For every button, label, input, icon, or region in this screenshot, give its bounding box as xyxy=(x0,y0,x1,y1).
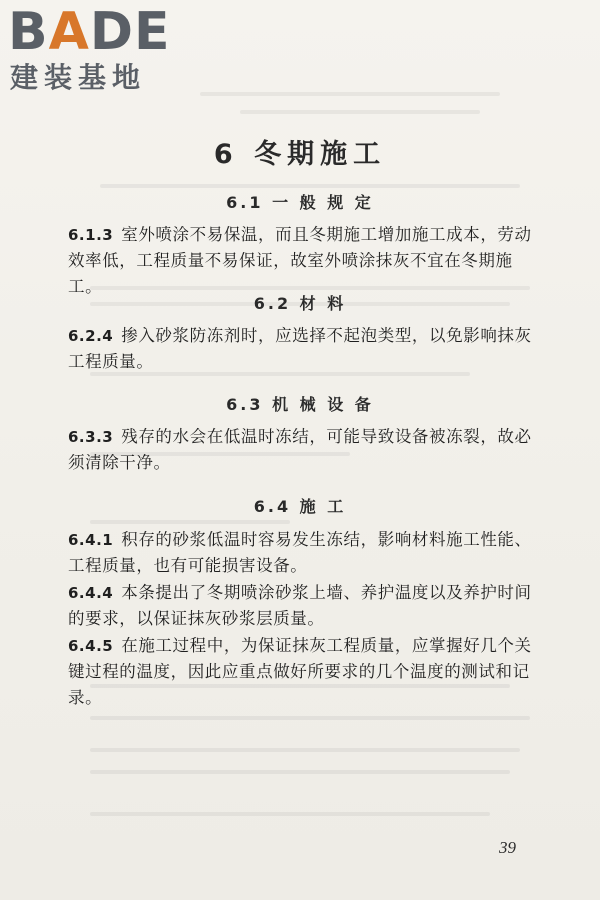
bleed-through-mark xyxy=(100,184,520,188)
clause-number: 6.2.4 xyxy=(68,327,114,345)
clause-paragraph xyxy=(68,580,538,632)
section-heading: 6.1 一 般 规 定 xyxy=(226,193,374,212)
clause-text: 残存的水会在低温时冻结，可能导致设备被冻裂，故必须清除干净。 xyxy=(68,427,532,472)
bleed-through-mark xyxy=(90,748,520,752)
bleed-through-mark xyxy=(240,110,480,114)
clause-number: 6.1.3 xyxy=(68,226,114,244)
clause-text: 本条提出了冬期喷涂砂浆上墙、养护温度以及养护时间的要求，以保证抹灰砂浆层质量。 xyxy=(68,583,532,628)
clause-paragraph xyxy=(68,527,538,579)
clause-text: 掺入砂浆防冻剂时，应选择不起泡类型，以免影响抹灰工程质量。 xyxy=(68,326,532,371)
section-heading: 6.2 材 料 xyxy=(253,294,347,313)
clause-number: 6.4.1 xyxy=(68,531,114,549)
section-heading: 6.4 施 工 xyxy=(253,497,347,516)
clause-number: 6.3.3 xyxy=(68,428,114,446)
bleed-through-mark xyxy=(200,92,500,96)
watermark-brand: BADE xyxy=(8,2,171,62)
clause-text: 积存的砂浆低温时容易发生冻结，影响材料施工性能、工程质量，也有可能损害设备。 xyxy=(68,530,532,575)
watermark-subtitle: 建装基地 xyxy=(10,61,147,94)
chapter-title: 6 冬期施工 xyxy=(213,139,387,170)
clause-paragraph xyxy=(68,222,538,300)
watermark-brand-accent: A xyxy=(48,2,90,62)
clause-text: 在施工过程中，为保证抹灰工程质量，应掌握好几个关键过程的温度，因此应重点做好所要求的几个温度的测试和记录。 xyxy=(68,636,532,707)
clause-number: 6.4.4 xyxy=(68,584,114,602)
clause-paragraph xyxy=(68,633,538,711)
section-heading: 6.3 机 械 设 备 xyxy=(226,395,374,414)
bleed-through-mark xyxy=(90,770,510,774)
watermark-logo xyxy=(8,4,178,100)
bleed-through-mark xyxy=(90,520,290,524)
clause-text: 室外喷涂不易保温，而且冬期施工增加施工成本，劳动效率低，工程质量不易保证，故室外喷涂抹灰不宜在冬期施工。 xyxy=(68,225,532,296)
clause-paragraph xyxy=(68,424,538,476)
bleed-through-mark xyxy=(90,812,490,816)
clause-paragraph xyxy=(68,323,538,375)
clause-number: 6.4.5 xyxy=(68,637,114,655)
bleed-through-mark xyxy=(90,716,530,720)
page-number: 39 xyxy=(499,838,516,857)
